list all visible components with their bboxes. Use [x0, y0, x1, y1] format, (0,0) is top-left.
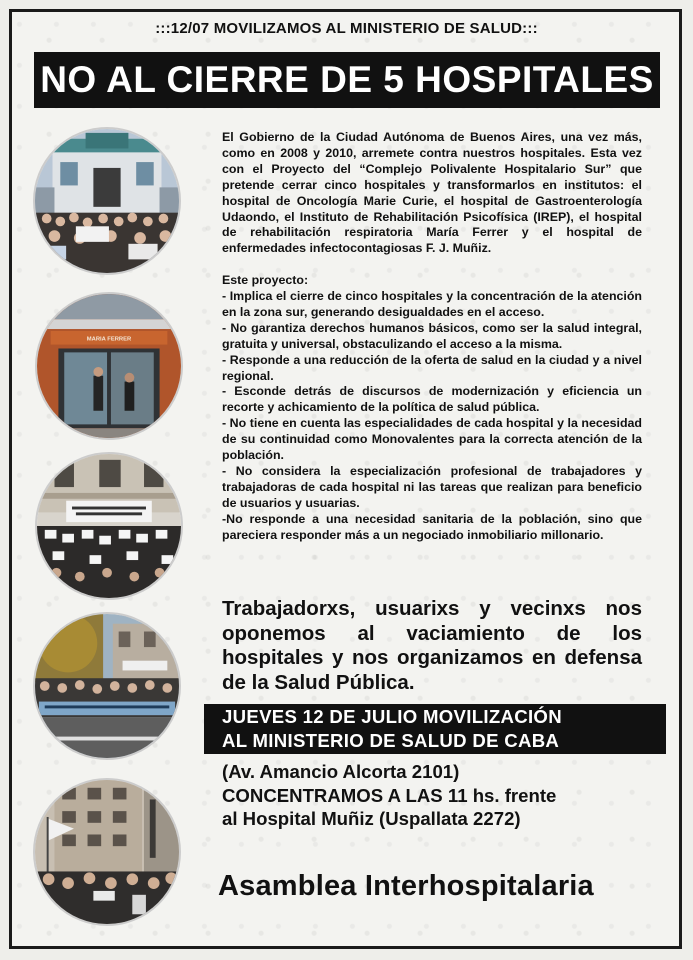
intro-paragraph: El Gobierno de la Ciudad Autónoma de Buenos Aires, una vez más, como en 2008 y 2010, arremete contra nuestros hospitales. Esta vez con el Proyecto del “Complejo Polivalente Hospitalario Sur” que pretende cerrar cinco hospitales y transformarlos en institutos: el hospital de Oncología Marie Curie, el hospital de Gastroenterología Udaondo, el Instituto de Rehabilitación Psicofísica (IREP), el hospital de rehabilitación respiratoria María Ferrer y el hospital de enfermedades infectocontagiosas F. J. Muñiz.: [222, 130, 642, 256]
project-point: - Responde a una reducción de la oferta de salud en la ciudad y a nivel regional.: [222, 352, 642, 383]
tagline: :::12/07 MOVILIZAMOS AL MINISTERIO DE SALUD:::: [155, 20, 538, 37]
poster-title: NO AL CIERRE DE 5 HOSPITALES: [34, 52, 660, 108]
project-point: - No garantiza derechos humanos básicos, como ser la salud integral, gratuita y universal, obstaculizando el acceso a la misma.: [222, 320, 642, 351]
project-point: - Esconde detrás de discursos de modernización y eficiencia un recorte y achicamiento de la política de salud pública.: [222, 384, 642, 415]
march-announcement: [204, 704, 666, 754]
meeting-time: CONCENTRAMOS A LAS 11 hs. frente: [222, 784, 557, 806]
call-to-action: Trabajadorxs, usuarixs y vecinxs nos oponemos al vaciamiento de los hospitales y nos organizamos en defensa de la Salud Pública.: [222, 597, 642, 694]
photo-protest-flags: [33, 778, 181, 926]
photo-protest-banners: [35, 452, 183, 600]
photo-sign-text: MARIA FERRER: [86, 336, 132, 343]
photo-hospital-entrance: [35, 292, 183, 440]
march-address: (Av. Amancio Alcorta 2101): [222, 761, 460, 782]
organizer-signature: Asamblea Interhospitalaria: [218, 870, 594, 902]
march-line-2: AL MINISTERIO DE SALUD DE CABA: [222, 730, 560, 751]
photo-street-march: [33, 612, 181, 760]
manifesto-text: [222, 130, 642, 544]
project-point: - No tiene en cuenta las especialidades de cada hospital y la necesidad de su continuidad como Monovalentes para la correcta atención de la población.: [222, 416, 642, 463]
project-heading: Este proyecto:: [222, 273, 309, 288]
project-point: - No considera la especialización profesional de trabajadores y trabajadoras de cada hospital ni las tareas que realizan para beneficio de usuarios y usuarias.: [222, 464, 642, 510]
photo-hospital-crowd: [33, 127, 181, 275]
project-point: -No responde a una necesidad sanitaria de la población, sino que pareciera responder más a un negociado inmobiliario millonario.: [222, 511, 642, 542]
march-line-1: JUEVES 12 DE JULIO MOVILIZACIÓN: [222, 706, 562, 727]
project-list: [222, 273, 642, 543]
meeting-place: al Hospital Muñiz (Uspallata 2272): [222, 808, 521, 829]
project-point: - Implica el cierre de cinco hospitales y la concentración de la atención en la zona sur, generando desigualdades en el acceso.: [222, 289, 642, 319]
meeting-details: [222, 760, 662, 831]
